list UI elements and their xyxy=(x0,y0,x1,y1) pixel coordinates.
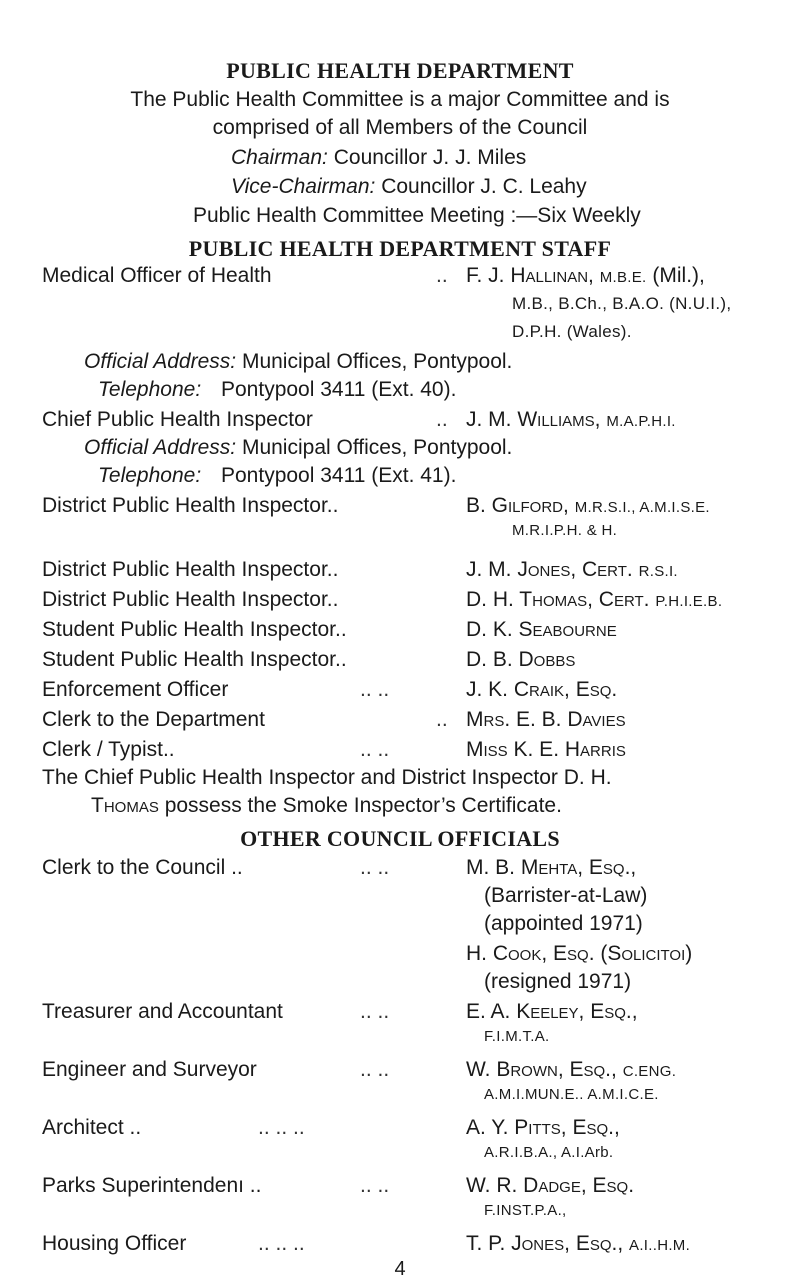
housing-qual: A.I..H.M. xyxy=(629,1237,691,1254)
moh-mil: (Mil.), xyxy=(652,264,705,287)
smoke-note-name: Thomas xyxy=(91,794,159,817)
treasurer-name: E. A. Keeley, Esq., xyxy=(466,1000,638,1023)
moh-qual-3: D.P.H. (Wales). xyxy=(512,322,632,341)
staff-label: District Public Health Inspector.. xyxy=(42,494,339,517)
clerk-line-4: H. Cook, Esq. (Solicitoı) xyxy=(466,942,693,965)
staff-name: Mrs. E. B. Davies xyxy=(466,708,626,731)
smoke-note-line-2 xyxy=(91,794,562,818)
architect-name: A. Y. Pitts, Esq., xyxy=(466,1116,620,1139)
vice-chairman-label: Vice-Chairman: xyxy=(231,175,376,198)
staff-dots: .. xyxy=(436,708,448,731)
moh-telephone: Pontypool 3411 (Ext. 40). xyxy=(221,378,457,401)
parks-qual: F.INST.P.A., xyxy=(484,1202,567,1219)
page-title: PUBLIC HEALTH DEPARTMENT xyxy=(226,58,574,83)
staff-name: Miss K. E. Harris xyxy=(466,738,626,761)
engineer-name: W. Brown, Esq., xyxy=(466,1058,617,1081)
staff-label: Clerk to the Department xyxy=(42,708,265,731)
staff-label: Enforcement Officer xyxy=(42,678,229,701)
staff-dots: .. .. xyxy=(360,738,390,761)
engineer-qual: A.M.I.MUN.E.. A.M.I.C.E. xyxy=(484,1086,659,1103)
staff-name: D. B. Dobbs xyxy=(466,648,576,671)
staff-heading: PUBLIC HEALTH DEPARTMENT STAFF xyxy=(188,236,612,261)
moh-qual-1: M.B.E. xyxy=(599,269,647,286)
housing-label: Housing Officer xyxy=(42,1232,187,1255)
staff-qual: P.H.I.E.B. xyxy=(655,593,723,610)
smoke-note-text: possess the Smoke Inspector’s Certificate. xyxy=(164,794,562,817)
staff-name: J. K. Craik, Esq. xyxy=(466,678,618,701)
parks-dots: .. .. xyxy=(360,1174,390,1197)
moh-label: Medical Officer of Health xyxy=(42,264,272,287)
staff-name: J. M. Jones, Cert. xyxy=(466,558,633,581)
staff-qual: M.R.S.I., A.M.I.S.E. xyxy=(574,499,710,516)
staff-name-line xyxy=(466,494,710,518)
cphi-address-line xyxy=(84,436,512,460)
parks-name: W. R. Dadge, Esq. xyxy=(466,1174,635,1197)
moh-dots: .. xyxy=(436,264,448,287)
clerk-line-5: (resigned 1971) xyxy=(484,970,632,993)
moh-address: Municipal Offices, Pontypool. xyxy=(241,350,513,373)
clerk-name: M. B. Mehta, Esq., xyxy=(466,856,637,879)
vice-chairman-name: Councillor J. C. Leahy xyxy=(381,175,587,198)
moh-address-line xyxy=(84,350,512,374)
cphi-name: J. M. Williams, xyxy=(466,408,601,431)
staff-name: B. Gilford, xyxy=(466,494,569,517)
architect-qual: A.R.I.B.A., A.I.Arb. xyxy=(484,1144,614,1161)
cphi-telephone-line xyxy=(98,464,456,488)
staff-name: D. H. Thomas, Cert. xyxy=(466,588,650,611)
officials-heading: OTHER COUNCIL OFFICIALS xyxy=(240,826,560,851)
intro-line-2: comprised of all Members of the Council xyxy=(212,116,588,139)
cphi-telephone-label: Telephone: xyxy=(98,464,202,487)
smoke-note-line-1: The Chief Public Health Inspector and District Inspector D. H. xyxy=(42,766,612,789)
clerk-line-3: (appointed 1971) xyxy=(484,912,643,935)
moh-telephone-line xyxy=(98,378,456,402)
intro-line-1: The Public Health Committee is a major Committee and is xyxy=(130,88,670,111)
moh-qual-2: M.B., B.Ch., B.A.O. (N.U.I.), xyxy=(512,294,732,313)
treasurer-qual: F.I.M.T.A. xyxy=(484,1028,550,1045)
staff-label: District Public Health Inspector.. xyxy=(42,558,339,581)
staff-qual: R.S.I. xyxy=(638,563,678,580)
staff-label: Student Public Health Inspector.. xyxy=(42,648,347,671)
parks-label: Parks Superintendenı .. xyxy=(42,1174,262,1197)
chairman-name: Councillor J. J. Miles xyxy=(333,146,527,169)
engineer-name-line xyxy=(466,1058,676,1082)
architect-dots: .. .. .. xyxy=(258,1116,305,1139)
housing-dots: .. .. .. xyxy=(258,1232,305,1255)
cphi-dots: .. xyxy=(436,408,448,431)
staff-qual-2: M.R.I.P.H. & H. xyxy=(512,522,618,539)
cphi-qual: M.A.P.H.I. xyxy=(606,413,676,430)
housing-name: T. P. Jones, Esq., xyxy=(466,1232,624,1255)
housing-name-line xyxy=(466,1232,690,1256)
moh-telephone-label: Telephone: xyxy=(98,378,202,401)
vice-chairman-line xyxy=(231,175,587,199)
moh-address-label: Official Address: xyxy=(84,350,237,373)
cphi-address-label: Official Address: xyxy=(84,436,237,459)
moh-name: F. J. Hallinan, xyxy=(466,264,594,287)
staff-label: District Public Health Inspector.. xyxy=(42,588,339,611)
moh-name-line xyxy=(466,264,705,288)
treasurer-label: Treasurer and Accountant xyxy=(42,1000,283,1023)
page-number: 4 xyxy=(394,1258,406,1280)
staff-name-line xyxy=(466,558,678,582)
meeting-line: Public Health Committee Meeting :—Six Weekly xyxy=(193,204,641,227)
clerk-line-2: (Barrister-at-Law) xyxy=(484,884,648,907)
staff-label: Student Public Health Inspector.. xyxy=(42,618,347,641)
clerk-dots: .. .. xyxy=(360,856,390,879)
staff-label: Clerk / Typist.. xyxy=(42,738,175,761)
staff-name-line xyxy=(466,588,722,612)
architect-label: Architect .. xyxy=(42,1116,142,1139)
engineer-label: Engineer and Surveyor xyxy=(42,1058,257,1081)
cphi-label: Chief Public Health Inspector xyxy=(42,408,313,431)
engineer-qual-1: C.ENG. xyxy=(622,1063,677,1080)
cphi-telephone: Pontypool 3411 (Ext. 41). xyxy=(221,464,457,487)
engineer-dots: .. .. xyxy=(360,1058,390,1081)
staff-name: D. K. Seabourne xyxy=(466,618,617,641)
staff-dots: .. .. xyxy=(360,678,390,701)
cphi-address: Municipal Offices, Pontypool. xyxy=(241,436,513,459)
chairman-label: Chairman: xyxy=(231,146,328,169)
treasurer-dots: .. .. xyxy=(360,1000,390,1023)
cphi-name-line xyxy=(466,408,676,432)
clerk-label: Clerk to the Council .. xyxy=(42,856,243,879)
chairman-line xyxy=(231,146,526,170)
